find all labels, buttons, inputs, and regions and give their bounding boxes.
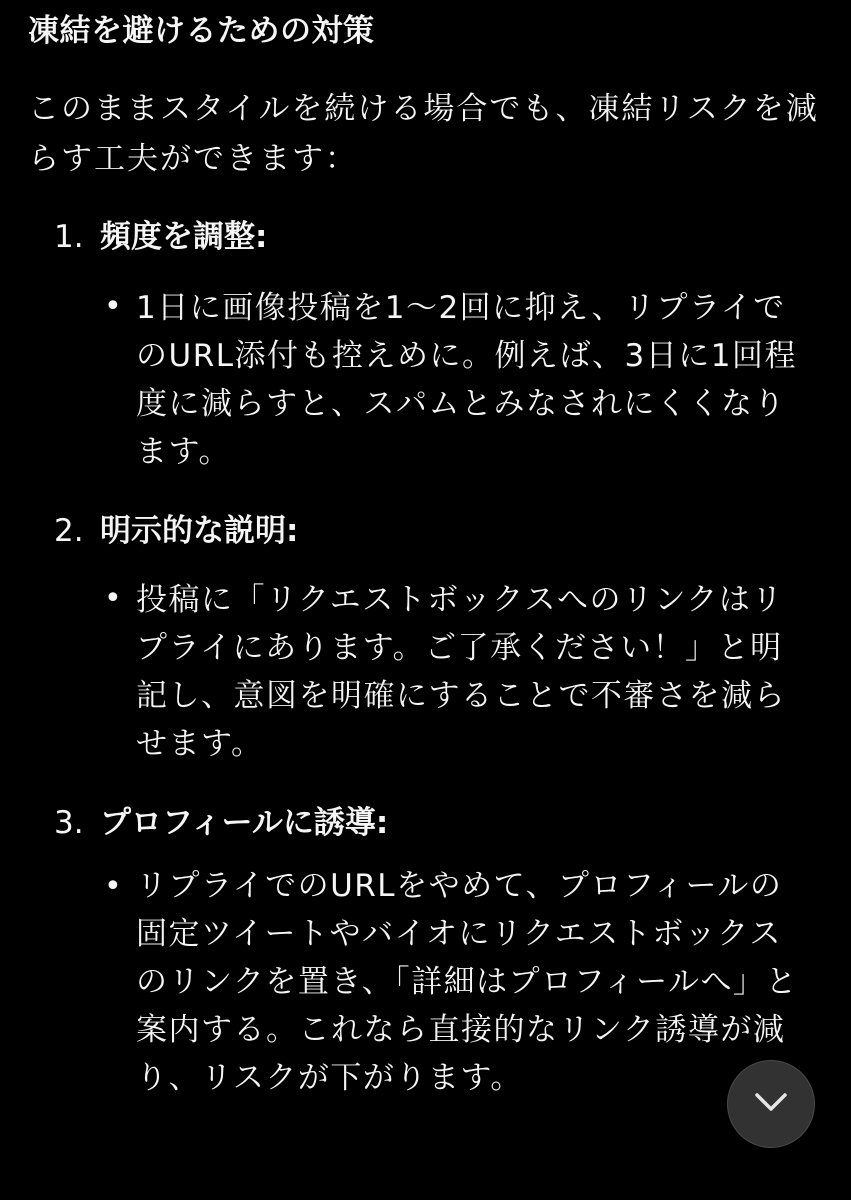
list-item-heading: 明示的な説明: [100,513,299,549]
list-item-title-3 [54,798,388,848]
intro-paragraph: このままスタイルを続ける場合でも、凍結リスクを減らす工夫ができます： [28,91,819,177]
list-item-heading: 頻度を調整: [100,219,268,255]
list-item-number: 2. [54,513,84,549]
scroll-to-bottom-button[interactable] [727,1060,815,1148]
list-item-title-2 [54,506,298,556]
bullet-dot: • [104,581,122,616]
section-heading: 凍結を避けるための対策 [28,13,375,49]
list-item-number: 3. [54,805,84,841]
list-item-body-1: 1日に画像投稿を1〜2回に抑え、リプライでのURL添付も控えめに。例えば、3日に1回程度に減らすと、スパムとみなされにくくなります。 [136,290,797,470]
list-item-title-1 [54,212,267,262]
list-item-heading: プロフィールに誘導: [100,805,389,841]
bullet-dot: • [104,289,122,324]
bullet-dot: • [104,869,122,904]
list-item-number: 1. [54,219,84,255]
list-item-body-2: 投稿に「リクエストボックスへのリンクはリプライにあります。ご了承ください！」と明記し、意図を明確にすることで不審さを減らせます。 [136,582,786,762]
list-item-body-3: リプライでのURLをやめて、プロフィールの固定ツイートやバイオにリクエストボックスのリンクを置き、「詳細はプロフィールへ」と案内する。これなら直接的なリンク誘導が減り、リスクが下がります。 [136,868,799,1096]
chevron-down-icon [751,1090,791,1118]
